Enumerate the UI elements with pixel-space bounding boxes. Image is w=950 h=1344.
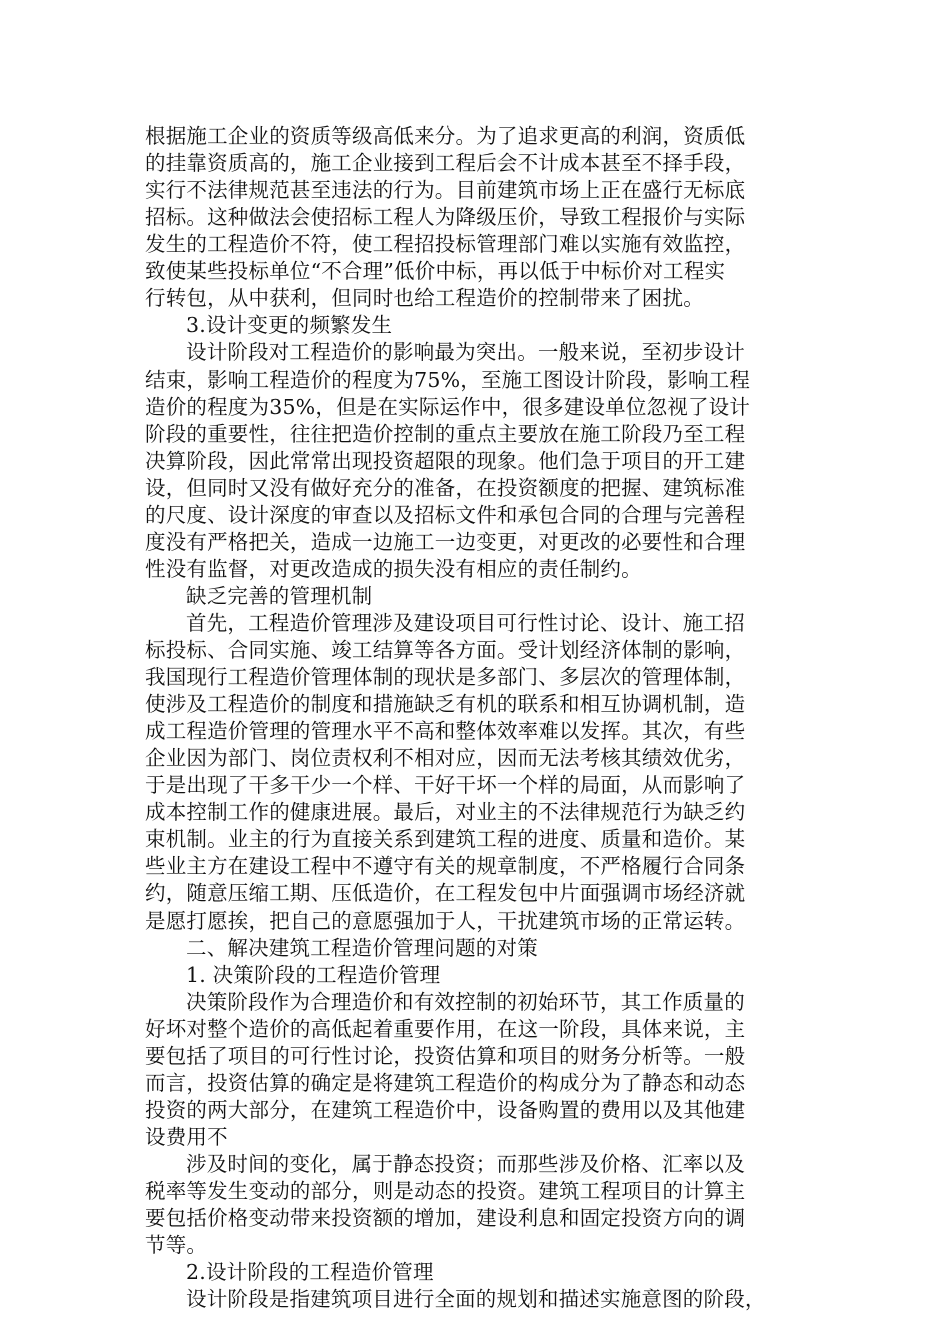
text-line: 3.设计变更的频繁发生 [186, 313, 393, 338]
text-line: 缺乏完善的管理机制 [186, 583, 373, 608]
text-line: 而言，投资估算的确定是将建筑工程造价的构成分为了静态和动态 [145, 1070, 746, 1095]
text-line: 约，随意压缩工期、压低造价，在工程发包中片面强调市场经济就 [145, 881, 746, 906]
text-line: 使涉及工程造价的制度和措施缺乏有机的联系和相互协调机制，造 [145, 692, 746, 717]
text-line: 2.设计阶段的工程造价管理 [186, 1260, 434, 1285]
text-line: 要包括了项目的可行性讨论，投资估算和项目的财务分析等。一般 [145, 1043, 746, 1068]
text-line: 设计阶段是指建筑项目进行全面的规划和描述实施意图的阶段， [186, 1287, 766, 1312]
text-line: 我国现行工程造价管理体制的现状是多部门、多层次的管理体制， [145, 665, 746, 689]
text-line: 性没有监督，对更改造成的损失没有相应的责任制约。 [145, 556, 642, 581]
text-line: 要包括价格变动带来投资额的增加，建设利息和固定投资方向的调 [145, 1206, 746, 1230]
text-line: 行转包，从中获利，但同时也给工程造价的控制带来了困扰。 [145, 286, 704, 311]
text-line: 涉及时间的变化，属于静态投资；而那些涉及价格、汇率以及 [186, 1151, 745, 1176]
text-line: 是愿打愿挨，把自己的意愿强加于人，干扰建筑市场的正常运转。 [145, 908, 746, 933]
text-line: 成工程造价管理的管理水平不高和整体效率难以发挥。其次，有些 [145, 719, 746, 744]
text-line: 于是出现了干多干少一个样、干好干坏一个样的局面，从而影响了 [145, 773, 746, 798]
text-line: 束机制。业主的行为直接关系到建筑工程的进度、质量和造价。某 [145, 827, 746, 852]
text-line: 二、解决建筑工程造价管理问题的对策 [186, 935, 538, 960]
text-line: 1. 决策阶段的工程造价管理 [186, 962, 441, 987]
text-line: 标投标、合同实施、竣工结算等各方面。受计划经济体制的影响， [145, 638, 746, 662]
text-line: 节等。 [145, 1233, 208, 1257]
text-line: 的挂靠资质高的，施工企业接到工程后会不计成本甚至不择手段， [145, 151, 746, 176]
text-line: 实行不法律规范甚至违法的行为。目前建筑市场上正在盛行无标底 [145, 178, 746, 203]
text-line: 设费用不 [145, 1124, 228, 1149]
text-line: 发生的工程造价不符，使工程招投标管理部门难以实施有效监控， [145, 232, 746, 257]
text-line: 投资的两大部分，在建筑工程造价中，设备购置的费用以及其他建 [145, 1097, 746, 1122]
text-line: 致使某些投标单位“不合理”低价中标，再以低于中标价对工程实 [145, 259, 726, 284]
text-line: 造价的程度为35%，但是在实际运作中，很多建设单位忽视了设计 [145, 394, 751, 419]
text-line: 的尺度、设计深度的审查以及招标文件和承包合同的合理与完善程 [145, 502, 746, 527]
text-line: 税率等发生变动的部分，则是动态的投资。建筑工程项目的计算主 [145, 1179, 746, 1203]
text-line: 设，但同时又没有做好充分的准备，在投资额度的把握、建筑标准 [145, 475, 746, 500]
text-line: 结束，影响工程造价的程度为75%，至施工图设计阶段，影响工程 [145, 367, 751, 392]
text-line: 决算阶段，因此常常出现投资超限的现象。他们急于项目的开工建 [145, 448, 746, 473]
text-line: 些业主方在建设工程中不遵守有关的规章制度，不严格履行合同条 [145, 854, 746, 879]
text-line: 阶段的重要性，往往把造价控制的重点主要放在施工阶段乃至工程 [145, 421, 746, 446]
text-line: 决策阶段作为合理造价和有效控制的初始环节，其工作质量的 [186, 989, 745, 1014]
text-line: 设计阶段对工程造价的影响最为突出。一般来说，至初步设计 [186, 340, 745, 365]
text-line: 招标。这种做法会使招标工程人为降级压价，导致工程报价与实际 [145, 205, 746, 230]
text-line: 根据施工企业的资质等级高低来分。为了追求更高的利润，资质低 [145, 124, 746, 148]
text-line: 度没有严格把关，造成一边施工一边变更，对更改的必要性和合理 [145, 529, 746, 554]
text-line: 企业因为部门、岗位责权利不相对应，因而无法考核其绩效优劣， [145, 746, 746, 771]
text-line: 好坏对整个造价的高低起着重要作用，在这一阶段，具体来说，主 [145, 1016, 746, 1041]
text-line: 首先，工程造价管理涉及建设项目可行性讨论、设计、施工招 [186, 610, 745, 635]
text-line: 成本控制工作的健康进展。最后，对业主的不法律规范行为缺乏约 [145, 800, 746, 825]
